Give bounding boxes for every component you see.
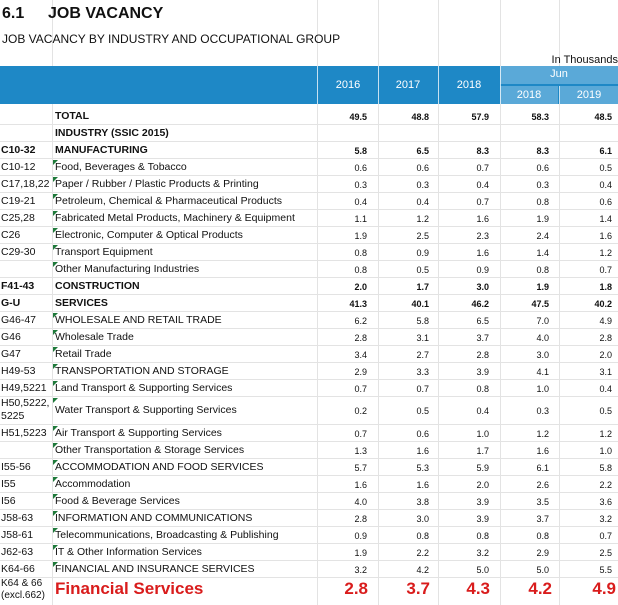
cell-value[interactable]: 0.6 bbox=[354, 163, 367, 173]
row-code: C25,28 bbox=[1, 212, 35, 224]
cell-value[interactable]: 3.0 bbox=[536, 350, 549, 360]
units-note: In Thousands bbox=[551, 54, 618, 66]
cell-value[interactable]: 1.9 bbox=[354, 231, 367, 241]
cell-value[interactable]: 1.9 bbox=[536, 214, 549, 224]
header-divider bbox=[317, 66, 318, 104]
cell-value[interactable]: 2.5 bbox=[599, 548, 612, 558]
table-row[interactable] bbox=[0, 108, 618, 125]
cell-value[interactable]: 5.0 bbox=[536, 565, 549, 575]
cell-value[interactable]: 0.5 bbox=[416, 265, 429, 275]
cell-value[interactable]: 58.3 bbox=[531, 112, 549, 122]
table-row[interactable] bbox=[0, 363, 618, 380]
cell-value[interactable]: 5.8 bbox=[599, 463, 612, 473]
cell-value[interactable]: 0.9 bbox=[476, 265, 489, 275]
cell-value[interactable]: 3.0 bbox=[476, 282, 489, 292]
header-year-2017[interactable]: 2017 bbox=[395, 79, 421, 91]
cell-value[interactable]: 0.7 bbox=[354, 429, 367, 439]
cell-value[interactable]: 1.6 bbox=[416, 446, 429, 456]
header-jun-2019[interactable]: 2019 bbox=[560, 86, 618, 104]
cell-value[interactable]: 0.4 bbox=[476, 406, 489, 416]
table-row[interactable] bbox=[0, 544, 618, 561]
table-row[interactable] bbox=[0, 159, 618, 176]
title-text: JOB VACANCY bbox=[48, 5, 164, 22]
cell-value[interactable]: 0.6 bbox=[416, 429, 429, 439]
cell-value[interactable]: 1.2 bbox=[599, 248, 612, 258]
cell-value[interactable]: 0.4 bbox=[599, 384, 612, 394]
cell-value[interactable]: 0.8 bbox=[536, 531, 549, 541]
row-code: C29-30 bbox=[1, 246, 36, 258]
cell-value[interactable]: 47.5 bbox=[531, 299, 549, 309]
cell-value[interactable]: 1.9 bbox=[536, 282, 549, 292]
cell-value[interactable]: 3.1 bbox=[599, 367, 612, 377]
table-row[interactable] bbox=[0, 244, 618, 261]
row-label: FINANCIAL AND INSURANCE SERVICES bbox=[55, 563, 255, 575]
cell-value[interactable]: 3.2 bbox=[476, 548, 489, 558]
cell-value[interactable]: 6.5 bbox=[416, 146, 429, 156]
cell-value[interactable]: 4.0 bbox=[354, 497, 367, 507]
cell-value[interactable]: 57.9 bbox=[471, 112, 489, 122]
table-row[interactable] bbox=[0, 459, 618, 476]
cell-value[interactable]: 8.3 bbox=[536, 146, 549, 156]
cell-value[interactable]: 5.5 bbox=[599, 565, 612, 575]
row-code: H49-53 bbox=[1, 365, 36, 377]
table-row[interactable] bbox=[0, 193, 618, 210]
cell-value[interactable]: 2.2 bbox=[416, 548, 429, 558]
cell-value[interactable]: 1.2 bbox=[416, 214, 429, 224]
row-code: C10-12 bbox=[1, 161, 36, 173]
table-row[interactable] bbox=[0, 142, 618, 159]
cell-value[interactable]: 1.6 bbox=[416, 480, 429, 490]
cell-value[interactable]: 2.6 bbox=[536, 480, 549, 490]
cell-value[interactable]: 3.9 bbox=[476, 367, 489, 377]
table-row[interactable] bbox=[0, 227, 618, 244]
cell-value[interactable]: 4.2 bbox=[528, 579, 552, 598]
cell-value[interactable]: 0.8 bbox=[536, 265, 549, 275]
header-year-2018[interactable]: 2018 bbox=[456, 79, 482, 91]
table-row[interactable] bbox=[0, 493, 618, 510]
cell-value[interactable]: 2.8 bbox=[354, 333, 367, 343]
row-code: G-U bbox=[1, 297, 21, 309]
cell-value[interactable]: 4.9 bbox=[599, 316, 612, 326]
row-label: Financial Services bbox=[55, 579, 204, 598]
cell-value[interactable]: 0.8 bbox=[354, 248, 367, 258]
row-label: INFORMATION AND COMMUNICATIONS bbox=[55, 512, 253, 524]
cell-value[interactable]: 6.1 bbox=[536, 463, 549, 473]
row-code: I55 bbox=[1, 478, 16, 490]
row-label: TOTAL bbox=[55, 110, 90, 122]
row-label: TRANSPORTATION AND STORAGE bbox=[55, 365, 229, 377]
table-row[interactable] bbox=[0, 295, 618, 312]
cell-value[interactable]: 5.8 bbox=[416, 316, 429, 326]
cell-value[interactable]: 3.5 bbox=[536, 497, 549, 507]
cell-value[interactable]: 0.8 bbox=[476, 531, 489, 541]
cell-value[interactable]: 4.3 bbox=[466, 579, 490, 598]
cell-value[interactable]: 7.0 bbox=[536, 316, 549, 326]
cell-value[interactable]: 5.0 bbox=[476, 565, 489, 575]
cell-value[interactable]: 48.8 bbox=[411, 112, 429, 122]
cell-value[interactable]: 0.5 bbox=[599, 163, 612, 173]
cell-value[interactable]: 0.7 bbox=[476, 163, 489, 173]
cell-value[interactable]: 1.4 bbox=[536, 248, 549, 258]
cell-value[interactable]: 3.7 bbox=[536, 514, 549, 524]
cell-value[interactable]: 2.5 bbox=[416, 231, 429, 241]
row-code: G46 bbox=[1, 331, 21, 343]
cell-value[interactable]: 1.3 bbox=[354, 446, 367, 456]
table-row[interactable] bbox=[0, 561, 618, 578]
row-code: C10-32 bbox=[1, 144, 36, 156]
cell-value[interactable]: 0.5 bbox=[416, 406, 429, 416]
row-label: Water Transport & Supporting Services bbox=[55, 404, 237, 416]
row-code: H51,5223 bbox=[1, 427, 47, 439]
cell-value[interactable]: 2.3 bbox=[476, 231, 489, 241]
row-label: Transport Equipment bbox=[55, 246, 153, 258]
table-row[interactable] bbox=[0, 380, 618, 397]
cell-value[interactable]: 1.6 bbox=[476, 248, 489, 258]
cell-value[interactable]: 2.0 bbox=[354, 282, 367, 292]
table-row[interactable] bbox=[0, 397, 618, 425]
table-row[interactable] bbox=[0, 312, 618, 329]
cell-value[interactable]: 2.9 bbox=[354, 367, 367, 377]
cell-value[interactable]: 0.6 bbox=[416, 163, 429, 173]
cell-value[interactable]: 3.7 bbox=[406, 579, 430, 598]
row-code: H50,5222, 5225 bbox=[1, 397, 50, 422]
table-row[interactable] bbox=[0, 261, 618, 278]
cell-value[interactable]: 1.2 bbox=[599, 429, 612, 439]
row-label: Air Transport & Supporting Services bbox=[55, 427, 222, 439]
row-label: INDUSTRY (SSIC 2015) bbox=[55, 127, 169, 139]
cell-value[interactable]: 6.2 bbox=[354, 316, 367, 326]
row-label: Other Transportation & Storage Services bbox=[55, 444, 245, 456]
page-title bbox=[2, 5, 163, 23]
row-code: K64-66 bbox=[1, 563, 35, 575]
table-row[interactable] bbox=[0, 329, 618, 346]
cell-value[interactable]: 4.0 bbox=[536, 333, 549, 343]
cell-value[interactable]: 1.0 bbox=[599, 446, 612, 456]
header-month-label[interactable]: Jun bbox=[550, 68, 568, 80]
cell-value[interactable]: 4.1 bbox=[536, 367, 549, 377]
cell-value[interactable]: 0.3 bbox=[536, 406, 549, 416]
cell-value[interactable]: 2.8 bbox=[476, 350, 489, 360]
highlighted-row[interactable] bbox=[0, 578, 618, 605]
cell-value[interactable]: 2.0 bbox=[476, 480, 489, 490]
row-code: J62-63 bbox=[1, 546, 34, 558]
row-code: C26 bbox=[1, 229, 21, 241]
cell-value[interactable]: 1.6 bbox=[354, 480, 367, 490]
cell-value[interactable]: 40.1 bbox=[411, 299, 429, 309]
row-code: C19-21 bbox=[1, 195, 36, 207]
row-label: MANUFACTURING bbox=[55, 144, 148, 156]
cell-value[interactable]: 1.0 bbox=[536, 384, 549, 394]
cell-value[interactable]: 3.2 bbox=[354, 565, 367, 575]
cell-value[interactable]: 49.5 bbox=[349, 112, 367, 122]
row-code: G47 bbox=[1, 348, 21, 360]
cell-value[interactable]: 5.3 bbox=[416, 463, 429, 473]
cell-value[interactable]: 0.7 bbox=[599, 531, 612, 541]
cell-value[interactable]: 5.8 bbox=[354, 146, 367, 156]
cell-value[interactable]: 1.4 bbox=[599, 214, 612, 224]
cell-value[interactable]: 1.6 bbox=[536, 446, 549, 456]
header-divider bbox=[378, 66, 379, 104]
row-code: F41-43 bbox=[1, 280, 35, 292]
cell-value[interactable]: 48.5 bbox=[594, 112, 612, 122]
table-row[interactable] bbox=[0, 425, 618, 442]
row-label: Retail Trade bbox=[55, 348, 112, 360]
row-label: IT & Other Information Services bbox=[55, 546, 202, 558]
cell-value[interactable]: 6.5 bbox=[476, 316, 489, 326]
row-code: K64 & 66 (excl.662) bbox=[1, 578, 45, 601]
table-row[interactable] bbox=[0, 442, 618, 459]
cell-value[interactable]: 2.7 bbox=[416, 350, 429, 360]
cell-value[interactable]: 41.3 bbox=[349, 299, 367, 309]
header-year-2016[interactable]: 2016 bbox=[335, 79, 361, 91]
cell-value[interactable]: 0.4 bbox=[354, 197, 367, 207]
cell-value[interactable]: 2.8 bbox=[599, 333, 612, 343]
cell-value[interactable]: 46.2 bbox=[471, 299, 489, 309]
cell-value[interactable]: 0.4 bbox=[599, 180, 612, 190]
cell-value[interactable]: 40.2 bbox=[594, 299, 612, 309]
row-label: Telecommunications, Broadcasting & Publishing bbox=[55, 529, 279, 541]
cell-value[interactable]: 0.3 bbox=[354, 180, 367, 190]
header-divider bbox=[500, 66, 501, 104]
cell-value[interactable]: 1.6 bbox=[476, 214, 489, 224]
table-row[interactable] bbox=[0, 125, 618, 142]
cell-value[interactable]: 3.9 bbox=[476, 497, 489, 507]
row-label: Other Manufacturing Industries bbox=[55, 263, 200, 275]
row-label: Accommodation bbox=[55, 478, 131, 490]
cell-value[interactable]: 2.8 bbox=[344, 579, 368, 598]
cell-value[interactable]: 3.6 bbox=[599, 497, 612, 507]
cell-value[interactable]: 0.2 bbox=[354, 406, 367, 416]
cell-value[interactable]: 1.6 bbox=[599, 231, 612, 241]
cell-value[interactable]: 5.9 bbox=[476, 463, 489, 473]
cell-value[interactable]: 0.4 bbox=[476, 180, 489, 190]
cell-value[interactable]: 0.3 bbox=[536, 180, 549, 190]
cell-value[interactable]: 0.6 bbox=[536, 163, 549, 173]
row-label: ACCOMMODATION AND FOOD SERVICES bbox=[55, 461, 264, 473]
cell-value[interactable]: 0.8 bbox=[476, 384, 489, 394]
row-label: Food & Beverage Services bbox=[55, 495, 180, 507]
cell-value[interactable]: 3.3 bbox=[416, 367, 429, 377]
header-divider bbox=[559, 86, 560, 104]
row-code: I55-56 bbox=[1, 461, 31, 473]
cell-value[interactable]: 4.2 bbox=[416, 565, 429, 575]
row-code: H49,5221 bbox=[1, 382, 47, 394]
row-label: Petroleum, Chemical & Pharmaceutical Products bbox=[55, 195, 283, 207]
cell-value[interactable]: 2.2 bbox=[599, 480, 612, 490]
table-subtitle: JOB VACANCY BY INDUSTRY AND OCCUPATIONAL GROUP bbox=[2, 32, 341, 46]
cell-value[interactable]: 1.9 bbox=[354, 548, 367, 558]
table-row[interactable] bbox=[0, 278, 618, 295]
cell-value[interactable]: 0.7 bbox=[476, 197, 489, 207]
cell-value[interactable]: 5.7 bbox=[354, 463, 367, 473]
cell-value[interactable]: 1.2 bbox=[536, 429, 549, 439]
cell-note-marker bbox=[53, 398, 58, 403]
cell-value[interactable]: 0.3 bbox=[416, 180, 429, 190]
row-label: SERVICES bbox=[55, 297, 108, 309]
cell-value[interactable]: 0.9 bbox=[416, 248, 429, 258]
row-label: Electronic, Computer & Optical Products bbox=[55, 229, 243, 241]
cell-value[interactable]: 3.7 bbox=[476, 333, 489, 343]
header-jun-2018[interactable]: 2018 bbox=[500, 86, 558, 104]
cell-value[interactable]: 1.7 bbox=[476, 446, 489, 456]
row-label: Food, Beverages & Tobacco bbox=[55, 161, 187, 173]
row-code: J58-61 bbox=[1, 529, 34, 541]
cell-value[interactable]: 6.1 bbox=[599, 146, 612, 156]
row-label: CONSTRUCTION bbox=[55, 280, 140, 292]
cell-value[interactable]: 1.0 bbox=[476, 429, 489, 439]
cell-value[interactable]: 0.7 bbox=[599, 265, 612, 275]
header-divider bbox=[438, 66, 439, 104]
cell-value[interactable]: 4.9 bbox=[592, 579, 616, 598]
table-row[interactable] bbox=[0, 527, 618, 544]
table-row[interactable] bbox=[0, 510, 618, 527]
cell-value[interactable]: 1.8 bbox=[599, 282, 612, 292]
cell-value[interactable]: 0.9 bbox=[354, 531, 367, 541]
cell-value[interactable]: 0.7 bbox=[354, 384, 367, 394]
cell-value[interactable]: 0.4 bbox=[416, 197, 429, 207]
row-label: Wholesale Trade bbox=[55, 331, 134, 343]
cell-value[interactable]: 8.3 bbox=[476, 146, 489, 156]
row-label: Fabricated Metal Products, Machinery & Equipment bbox=[55, 212, 295, 224]
cell-value[interactable]: 0.6 bbox=[599, 197, 612, 207]
cell-value[interactable]: 3.2 bbox=[599, 514, 612, 524]
cell-value[interactable]: 1.1 bbox=[354, 214, 367, 224]
row-label: Paper / Rubber / Plastic Products & Printing bbox=[55, 178, 259, 190]
cell-value[interactable]: 3.9 bbox=[476, 514, 489, 524]
cell-value[interactable]: 3.0 bbox=[416, 514, 429, 524]
row-label: Land Transport & Supporting Services bbox=[55, 382, 233, 394]
table-row[interactable] bbox=[0, 210, 618, 227]
cell-value[interactable]: 2.9 bbox=[536, 548, 549, 558]
cell-value[interactable]: 1.7 bbox=[416, 282, 429, 292]
cell-value[interactable]: 2.4 bbox=[536, 231, 549, 241]
cell-value[interactable]: 3.1 bbox=[416, 333, 429, 343]
section-number: 6.1 bbox=[2, 5, 25, 22]
cell-value[interactable]: 2.8 bbox=[354, 514, 367, 524]
cell-value[interactable]: 3.4 bbox=[354, 350, 367, 360]
cell-value[interactable]: 2.0 bbox=[599, 350, 612, 360]
row-code: C17,18,22 bbox=[1, 178, 50, 190]
table-row[interactable] bbox=[0, 346, 618, 363]
cell-value[interactable]: 0.5 bbox=[599, 406, 612, 416]
row-code: I56 bbox=[1, 495, 16, 507]
cell-value[interactable]: 0.7 bbox=[416, 384, 429, 394]
cell-value[interactable]: 0.8 bbox=[416, 531, 429, 541]
cell-value[interactable]: 3.8 bbox=[416, 497, 429, 507]
row-code: G46-47 bbox=[1, 314, 37, 326]
row-label: WHOLESALE AND RETAIL TRADE bbox=[55, 314, 222, 326]
cell-value[interactable]: 0.8 bbox=[536, 197, 549, 207]
cell-value[interactable]: 0.8 bbox=[354, 265, 367, 275]
row-code: J58-63 bbox=[1, 512, 34, 524]
table-row[interactable] bbox=[0, 176, 618, 193]
table-row[interactable] bbox=[0, 476, 618, 493]
